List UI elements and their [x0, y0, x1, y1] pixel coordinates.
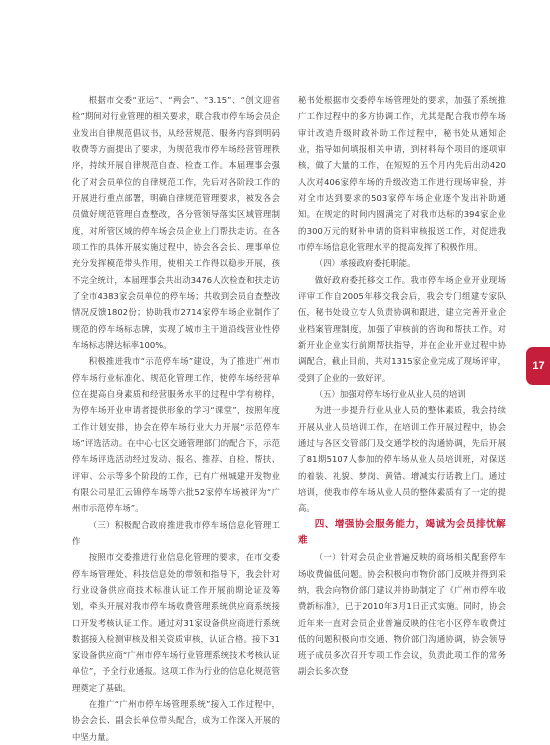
right-column: [298, 92, 506, 680]
subheading-informatization: （三）积极配合政府推进我市停车场信息化管理工作: [72, 519, 280, 546]
subheading-training: （五）加强对停车场行业从业人员的培训: [314, 388, 466, 399]
paragraph-pricing: （一）针对会员企业普遍反映的商场相关配套停车场收费偏低问题。协会积极向市物价部门反映并得到采纳，我会向物价部门建议并协助制定了《广州市停车收费新标准》，已于2010年3月1日正式实施。同时，协会近年来一直对会员企业普遍反映的住宅小区停车收费过低的问题积极向市交通、物价部门沟通协调，协会领导班子成员多次召开专项工作会议，负责此项工作的常务副会长多次登: [298, 552, 506, 677]
paragraph-system-rollout: 在推广“广州市停车场管理系统”接入工作过程中，协会会长、副会长单位带头配合，成为工作深入开展的中坚力量。: [72, 699, 280, 742]
page-number-tab: 17: [526, 347, 550, 385]
paragraph-self-regulation: 根据市交委“亚运”、“两会”、“3.15”、“创文迎省检”期间对行业管理的相关要求，联合我市停车场会员企业发出自律规范倡议书，从经营规范、服务内容到明码收费等方面提出了要求，为规范我市停车场经营管理秩序，持续开展自律规范自查、检查工作。本届理事会强化了对会员单位的自律规范工作，先后对各阶段工作的开展进行重点部署，明确自律规范管理要求，被发各会员做好规范管理自查整改，各分管领导落实区域管理制度，对所管区域的停车场会员企业上门帮扶走访。在各项工作的具体开展实施过程中，协会各会长、理事单位充分发挥模范带头作用，使相关工作得以稳步开展，孩不完全统计，本届理事会共出动3476人次检查和扶走访了全市4383家会员单位的停车场；共收到会员自查整改情况反馈1802份；协助我市2714家停车场企业制作了规范的停车场标志牌，实现了城市主干道沿线营业性停车场标志牌达标率100%。: [72, 95, 280, 350]
left-column: [72, 92, 280, 745]
subheading-government-functions: （四）承接政府委托职能。: [314, 258, 416, 269]
section-heading-service: 四、增强协会服务能力，竭诚为会员排忧解难: [298, 518, 506, 546]
paragraph-demo-parking: 积极推进我市“示范停车场”建设，为了推进广州市停车场行业标准化、规范化管理工作，使停车场经营单位在提高自身素质和经营服务水平的过程中学有榜样，为停车场开业申请者提供形象的学习“课堂”，按照年度工作计划安排，协会在停车场行业大力开展“示范停车场”评选活动。在中心七区交通管理部门的配合下，示范停车场评选活动经过发动、报名、推荐、自检、帮扶、评审、公示等多个阶段的工作，已有广州城建开发物业有限公司星汇云锦停车场等六批52家停车场被评为“广州市示范停车场”。: [72, 356, 280, 514]
paragraph-handover: 做好政府委托移交工作。我市停车场企业开业现场评审工作自2005年移交我会后，我会专门组建专家队伍，秘书处设立专人负责协调和跟进，建立完善开业企业档案管理制度，加强了审核前的咨询和帮扶工作。对新开业企业实行前期帮扶指导，并在企业开业过程中协调配合，截止目前，共对1315家企业完成了现场评审，受到了企业的一致好评。: [298, 274, 506, 383]
paragraph-training: 为进一步提升行业从业人员的整体素质，我会持续开展从业人员培训工作，在培训工作开展过程中，协会通过与各区交管部门及交通学校的沟通协调，先后开展了81期5107人参加的停车场从业人员培训班，对保送的着装、礼貌、梦岗、黄错、增减实行话教上门。通过培训，使我市停车场从业人员的整体素质有了一定的提高。: [298, 405, 506, 514]
paragraph-informatization: 按照市交委推进行业信息化管理的要求，在市交委停车场管理处、科技信息处的带领和指导下，我会针对行业设备供应商技术标准认证工作开展前期论证及筹划，牵头开展对我市停车场收费管理系统供应商系统接口开发考核认证工作。通过对31家设备供应商进行系统数据接入检测审核及相关资质审核，认证合格。接下31家设备供应商“广州市停车场行业管理系统技术考核认证单位”，予全行业通报。这项工作为行业的信息化规范管理奠定了基础。: [72, 552, 280, 693]
paragraph-secretariat: 秘书处根据市交委停车场管理处的要求，加强了系统推广工作过程中的多方协调工作，尤其是配合我市停车场审计改造升级时政补助工作过程中，秘书处从通知企业，指导如何填报相关申请，到材料每个项目的逐项审核，做了大量的工作，在短短的五个月内先后出动420人次对406家停车场的升级改造工作进行现场审验，并对全市达到要求的503家停车场企业逐个发出补助通知。在规定的时间内圆满完了对我市达标的394家企业的300万元的财补申请的资料审核报送工作，对促进我市停车场信息化管理水平的提高发挥了积极作用。: [298, 95, 506, 252]
